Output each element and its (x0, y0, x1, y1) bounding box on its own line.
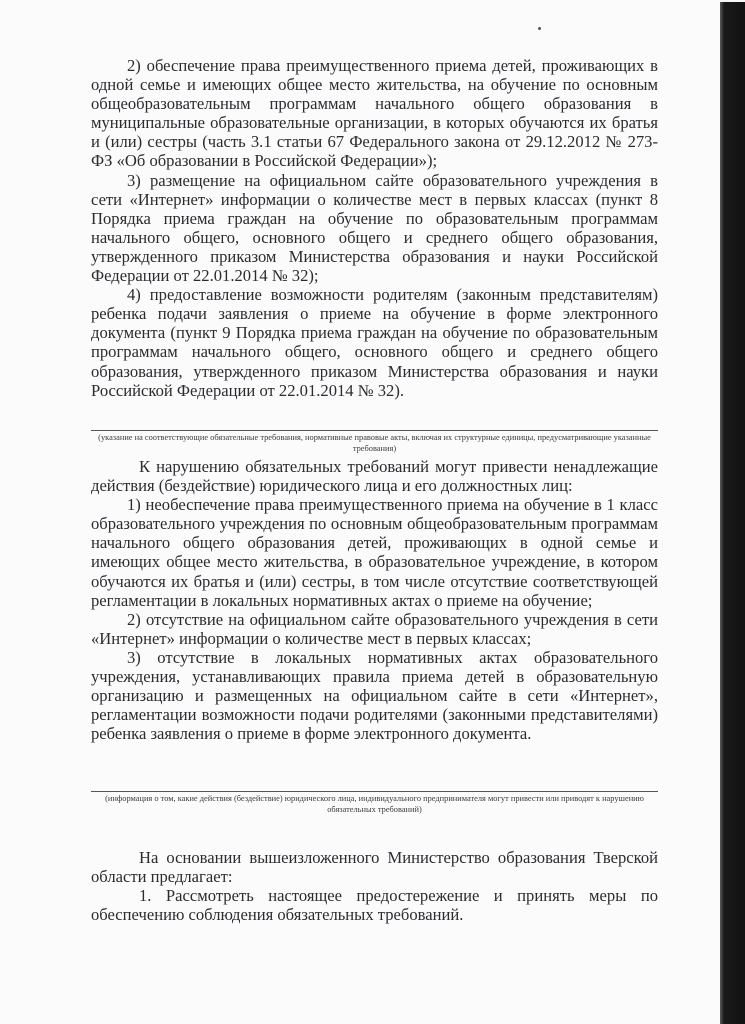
divider-line (91, 430, 658, 431)
scan-edge-shadow (720, 2, 745, 1024)
conclusion-section (91, 848, 658, 924)
violation-item: 3) отсутствие в локальных нормативных актах образовательного учреждения, устанавливающих правила приема детей в образовательную организацию и размещенных на официальном сайте в сети «Интернет», регламентации возможности подачи родителями (законными представителями) ребенка заявления о приеме в форме электронного документа. (91, 647, 658, 744)
requirement-item: 3) размещение на официальном сайте образовательного учреждения в сети «Интернет» информации о количестве мест в первых классах (пункт 8 Порядка приема граждан на обучение по образовательным программам начального общего, основного общего и среднего общего образования, утвержденного приказом Министерства образования и науки Российской Федерации от 22.01.2014 № 32); (91, 170, 658, 286)
caption-violations: (информация о том, какие действия (бездействие) юридического лица, индивидуального предпринимателя могут привести или приводят к нарушению обязательных требований) (105, 794, 644, 814)
conclusion-text: На основании вышеизложенного Министерство образования Тверской области предлагает: (91, 848, 658, 887)
proposal-item: 1. Рассмотреть настоящее предостережение и принять меры по обеспечению соблюдения обязательных требований. (91, 886, 658, 925)
scan-speck (538, 27, 541, 30)
violations-intro: К нарушению обязательных требований могут привести ненадлежащие действия (бездействие) юридического лица и его должностных лиц: (91, 457, 658, 496)
violations-section (91, 457, 658, 743)
violation-item: 1) необеспечение права преимущественного приема на обучение в 1 класс образовательного учреждения по основным общеобразовательным программам начального общего образования детей, проживающих в одной семье и имеющих общее место жительства, в образовательное учреждение, в котором обучаются их братья и (или) сестры, в том числе отсутствие соответствующей регламентации в локальных нормативных актах о приеме на обучение; (91, 495, 658, 610)
requirement-item: 2) обеспечение права преимущественного приема детей, проживающих в одной семье и имеющих общее место жительства, на обучение по основным общеобразовательным программам начального общего образования в муниципальные образовательные организации, в которых обучаются их братья и (или) сестры (часть 3.1 статьи 67 Федерального закона от 29.12.2012 № 273-ФЗ «Об образовании в Российской Федерации»); (91, 56, 658, 171)
caption-requirements: (указание на соответствующие обязательные требования, нормативные правовые акты, включая их структурные единицы, предусматривающие указанные требования) (98, 433, 651, 453)
violation-item: 2) отсутствие на официальном сайте образовательного учреждения в сети «Интернет» информации о количестве мест в первых классах; (91, 609, 658, 648)
divider-line (91, 791, 658, 792)
requirement-item: 4) предоставление возможности родителям (законным представителям) ребенка подачи заявления о приеме на обучение в форме электронного документа (пункт 9 Порядка приема граждан на обучение по образовательным программам начального общего, основного общего и среднего общего образования, утвержденного приказом Министерства образования и науки Российской Федерации от 22.01.2014 № 32). (91, 285, 658, 400)
requirements-list (91, 56, 658, 400)
